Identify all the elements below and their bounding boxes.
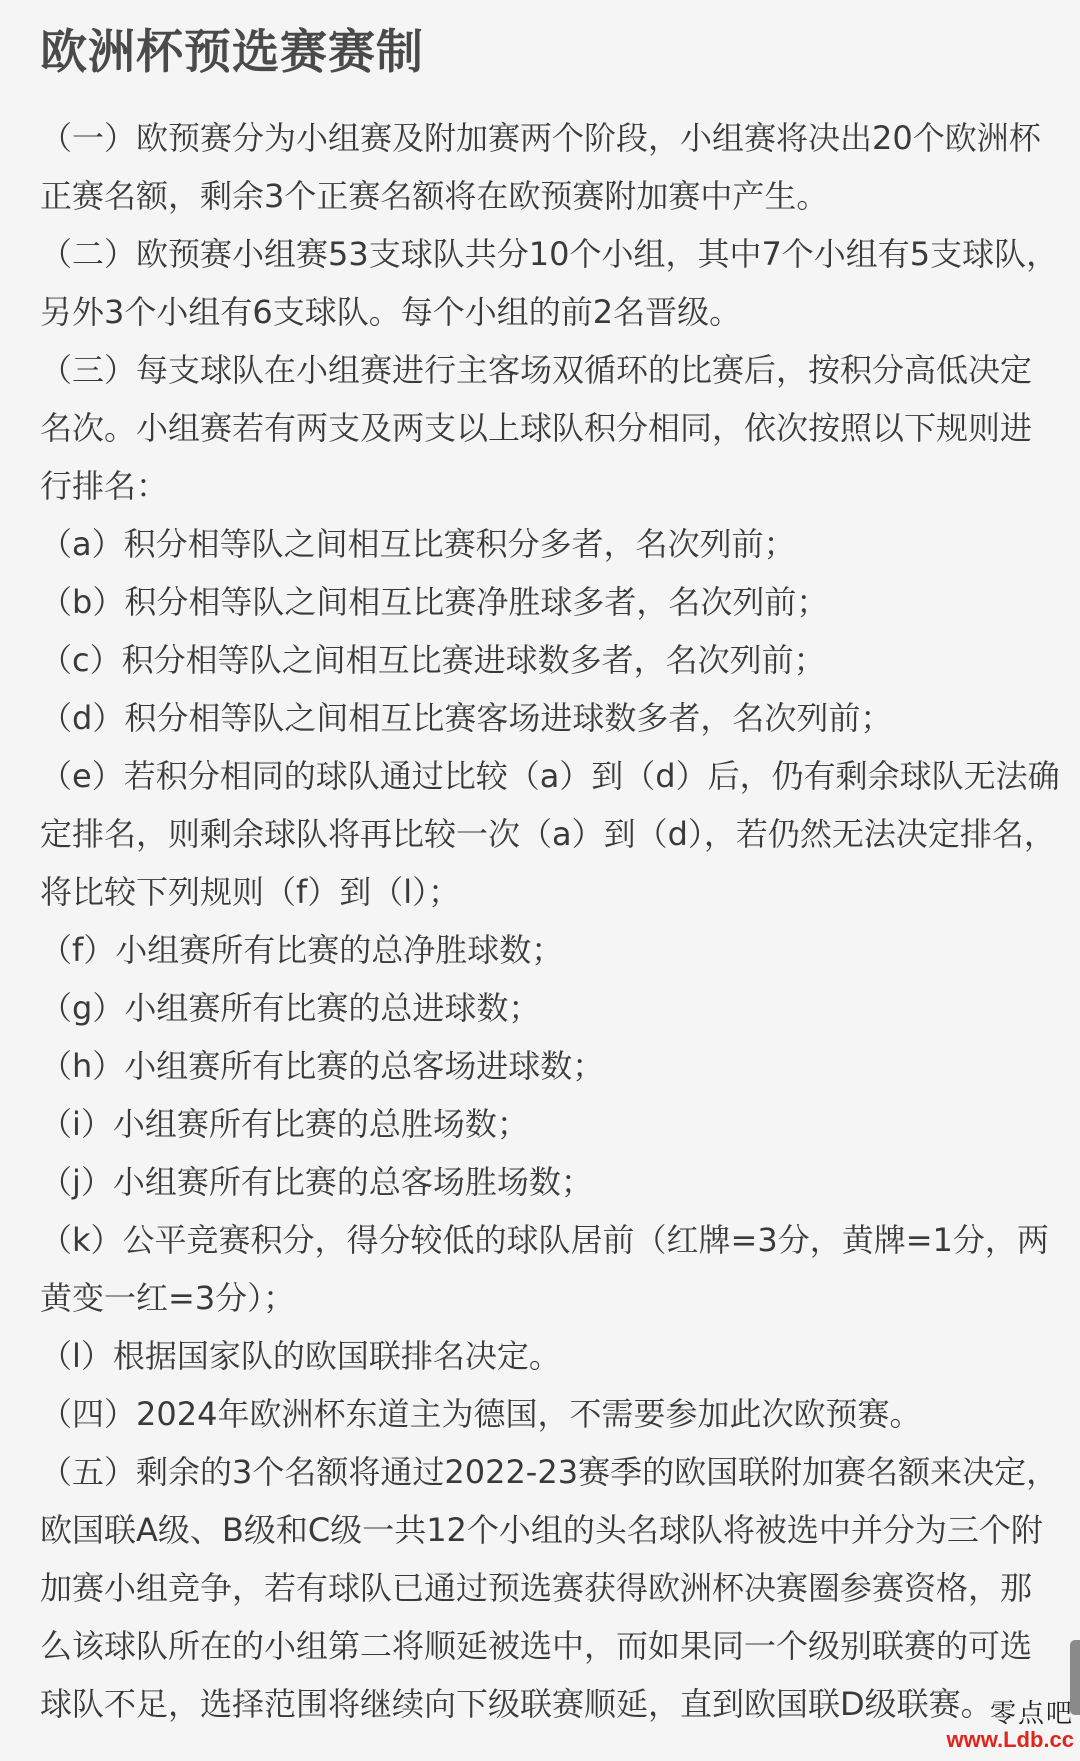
rule-l: （l）根据国家队的欧国联排名决定。 [40,1337,561,1375]
paragraph-3: （三）每支球队在小组赛进行主客场双循环的比赛后，按积分高低决定名次。小组赛若有两支及两支以上球队积分相同，依次按照以下规则进行排名： [40,351,1033,505]
article-body [40,109,1060,1733]
rule-f: （f）小组赛所有比赛的总净胜球数； [40,931,564,969]
rule-k: （k）公平竞赛积分，得分较低的球队居前（红牌=3分，黄牌=1分，两黄变一红=3分）； [40,1221,1049,1317]
rule-b: （b）积分相等队之间相互比赛净胜球多者，名次列前； [40,583,829,621]
rule-a: （a）积分相等队之间相互比赛积分多者，名次列前； [40,525,796,563]
paragraph-1: （一）欧预赛分为小组赛及附加赛两个阶段，小组赛将决出20个欧洲杯正赛名额，剩余3个正赛名额将在欧预赛附加赛中产生。 [40,119,1041,215]
rule-j: （j）小组赛所有比赛的总客场胜场数； [40,1163,593,1201]
paragraph-4: （四）2024年欧洲杯东道主为德国，不需要参加此次欧预赛。 [40,1395,922,1433]
paragraph-5: （五）剩余的3个名额将通过2022-23赛季的欧国联附加赛名额来决定，欧国联A级、B级和C级一共12个小组的头名球队将被选中并分为三个附加赛小组竞争，若有球队已通过预选赛获得欧洲杯决赛圈参赛资格，那么该球队所在的小组第二将顺延被选中，而如果同一个级别联赛的可选球队不足，选择范围将继续向下级联赛顺延，直到欧国联D级联赛。 [40,1453,1059,1723]
rule-i: （i）小组赛所有比赛的总胜场数； [40,1105,529,1143]
watermark-text: 零点吧 [989,1698,1074,1729]
paragraph-2: （二）欧预赛小组赛53支球队共分10个小组，其中7个小组有5支球队，另外3个小组有6支球队。每个小组的前2名晋级。 [40,235,1059,331]
watermark-logo [946,1698,1074,1752]
rule-e: （e）若积分相同的球队通过比较（a）到（d）后，仍有剩余球队无法确定排名，则剩余球队将再比较一次（a）到（d），若仍然无法决定排名，将比较下列规则（f）到（l）； [40,757,1060,911]
rule-h: （h）小组赛所有比赛的总客场进球数； [40,1047,605,1085]
watermark-url: www.Ldb.cc [946,1726,1074,1752]
rule-c: （c）积分相等队之间相互比赛进球数多者，名次列前； [40,641,826,679]
rule-g: （g）小组赛所有比赛的总进球数； [40,989,541,1027]
rule-d: （d）积分相等队之间相互比赛客场进球数多者，名次列前； [40,699,893,737]
article-title: 欧洲杯预选赛赛制 [40,25,424,80]
